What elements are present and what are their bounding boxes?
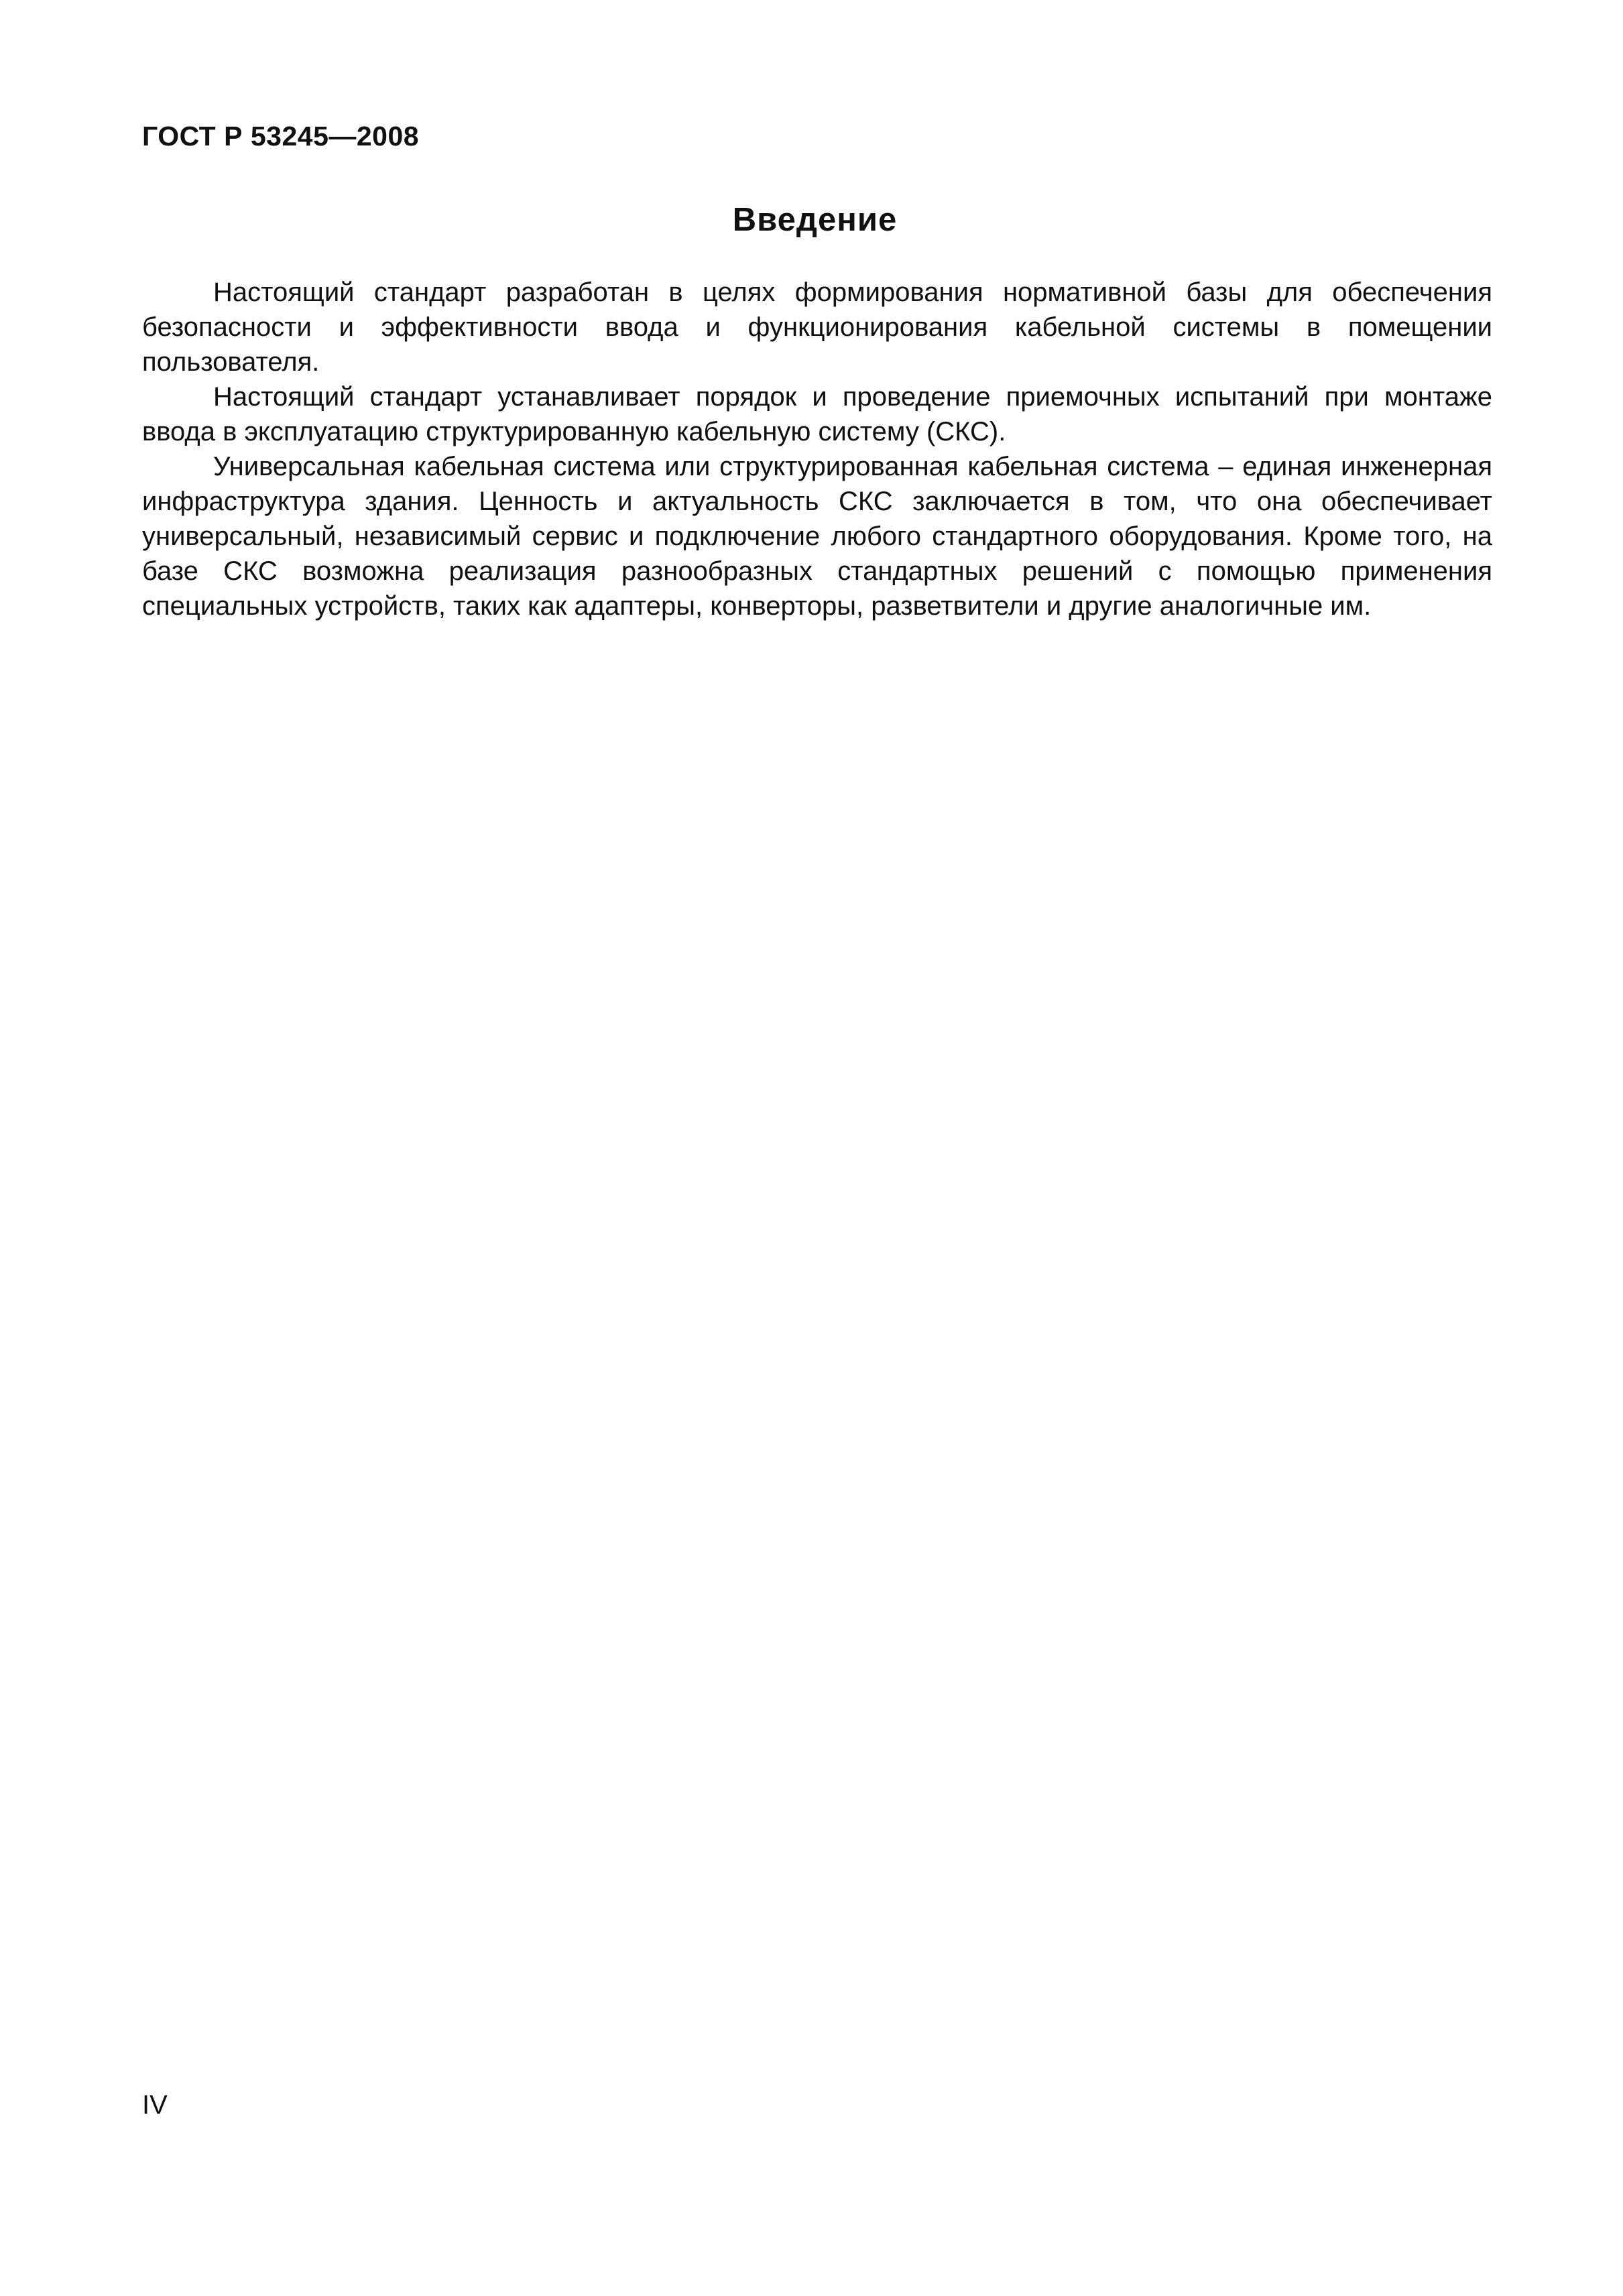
page-number: IV	[142, 2090, 168, 2120]
section-title: Введение	[732, 202, 898, 238]
paragraph-purpose: Настоящий стандарт разработан в целях формирования нормативной базы для обеспечения безопасности и эффективности ввода и функционирования кабельной системы в помещении пользователя.	[142, 278, 1492, 377]
section-body	[142, 275, 1492, 623]
paragraph-scope: Настоящий стандарт устанавливает порядок и проведение приемочных испытаний при монтаже ввода в эксплуатацию структурированную кабельную систему (СКС).	[142, 382, 1492, 446]
document-code-header: ГОСТ Р 53245—2008	[142, 121, 420, 152]
paragraph-description: Универсальная кабельная система или структурированная кабельная система – единая инженерная инфраструктура здания. Ценность и актуальность СКС заключается в том, что она обеспечивает универсальный, независимый сервис и подключение любого стандартного оборудования. Кроме того, на базе СКС возможна реализация разнообразных стандартных решений с помощью применения специальных устройств, таких как адаптеры, конверторы, разветвители и другие аналогичные им.	[142, 452, 1492, 621]
